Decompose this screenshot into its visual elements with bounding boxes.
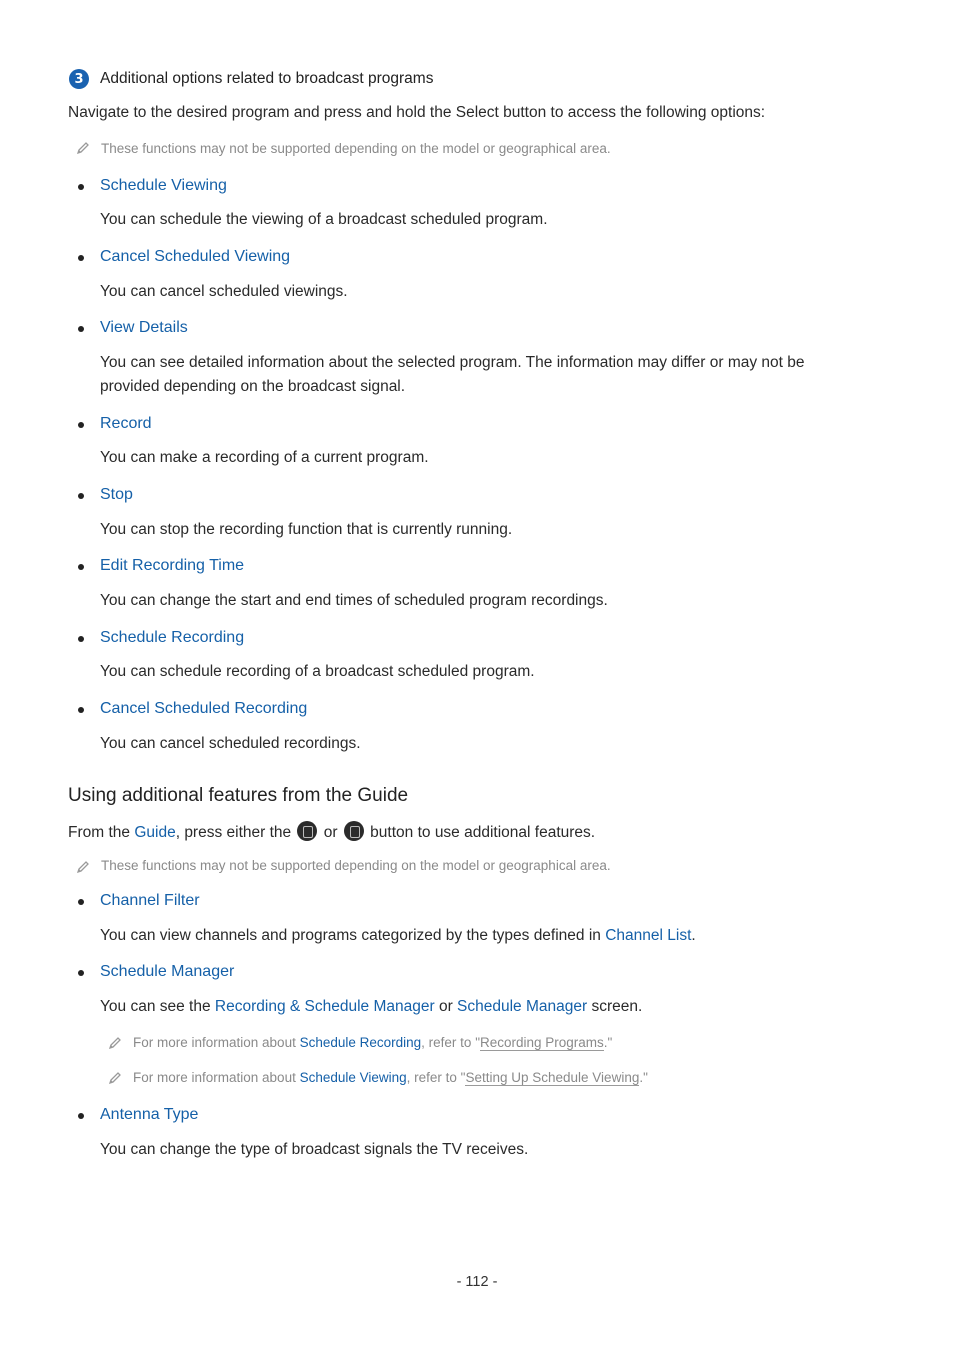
schedule-viewing-link[interactable]: Schedule Viewing [299, 1070, 407, 1085]
text: or [434, 998, 458, 1015]
recording-programs-reference-link[interactable]: Recording Programs [479, 1035, 604, 1050]
bullet [78, 1113, 84, 1119]
bullet [78, 255, 84, 261]
bullet [78, 899, 84, 905]
item-title-cancel-scheduled-recording[interactable]: Cancel Scheduled Recording [100, 700, 308, 717]
item-title-schedule-manager[interactable]: Schedule Manager [100, 963, 235, 980]
schedule-manager-link[interactable]: Schedule Manager [457, 998, 588, 1015]
text: You can view channels and programs categorized by the types defined in [100, 927, 606, 944]
remote-color-button-icon [344, 821, 364, 841]
text: , refer to " [406, 1070, 466, 1085]
text: ." [639, 1070, 648, 1085]
bullet [78, 326, 84, 332]
note-text: These functions may not be supported depending on the model or geographical area. [101, 141, 611, 156]
pencil-note-icon [76, 141, 90, 155]
schedule-recording-link[interactable]: Schedule Recording [299, 1035, 422, 1050]
item-title-schedule-recording[interactable]: Schedule Recording [100, 629, 245, 646]
bullet [78, 564, 84, 570]
guide-link[interactable]: Guide [134, 824, 176, 841]
bullet [78, 707, 84, 713]
remote-number-button-icon [297, 821, 317, 841]
step-number-badge: 3 [69, 69, 89, 89]
item-title-antenna-type[interactable]: Antenna Type [100, 1106, 199, 1123]
intro-paragraph: Navigate to the desired program and press and hold the Select button to access the following options: [68, 104, 766, 121]
item-title-record[interactable]: Record [100, 415, 152, 432]
bullet [78, 422, 84, 428]
item-title-channel-filter[interactable]: Channel Filter [100, 892, 200, 909]
text: ." [603, 1035, 613, 1050]
pencil-note-icon [108, 1036, 122, 1050]
pencil-note-icon [76, 860, 90, 874]
item-description [100, 924, 696, 948]
item-description: You can cancel scheduled recordings. [100, 735, 361, 752]
text: For more information about [133, 1070, 300, 1085]
guide-intro-paragraph [68, 821, 595, 845]
item-description: You can make a recording of a current program. [100, 449, 429, 466]
item-description: You can cancel scheduled viewings. [100, 283, 348, 300]
pencil-note-icon [108, 1071, 122, 1085]
text: button to use additional features. [365, 824, 596, 841]
item-description: You can change the start and end times of scheduled program recordings. [100, 592, 608, 609]
setting-up-schedule-viewing-reference-link[interactable]: Setting Up Schedule Viewing [465, 1070, 640, 1085]
item-description: You can change the type of broadcast signals the TV receives. [100, 1141, 529, 1158]
item-description: You can stop the recording function that is currently running. [100, 521, 513, 538]
text: screen. [587, 998, 643, 1015]
text: From the [68, 824, 135, 841]
text: or [319, 824, 342, 841]
item-description [100, 995, 642, 1019]
section-subheading: Additional options related to broadcast programs [100, 70, 434, 87]
item-title-view-details[interactable]: View Details [100, 319, 188, 336]
item-title-schedule-viewing[interactable]: Schedule Viewing [100, 177, 227, 194]
item-description: provided depending on the broadcast signal. [100, 378, 406, 395]
text: For more information about [133, 1035, 300, 1050]
channel-list-link[interactable]: Channel List [605, 927, 692, 944]
text: . [691, 927, 696, 944]
section-heading: Using additional features from the Guide [68, 785, 409, 806]
item-description: You can schedule recording of a broadcast scheduled program. [100, 663, 535, 680]
item-description: You can see detailed information about the selected program. The information may differ or may not be [100, 354, 805, 371]
item-title-stop[interactable]: Stop [100, 486, 133, 503]
page-number: - 112 - [456, 1274, 498, 1290]
text: , refer to " [421, 1035, 480, 1050]
text: You can see the [100, 998, 215, 1015]
note-text: These functions may not be supported depending on the model or geographical area. [101, 858, 611, 873]
bullet [78, 636, 84, 642]
bullet [78, 970, 84, 976]
item-title-edit-recording-time[interactable]: Edit Recording Time [100, 557, 245, 574]
sub-note [133, 1070, 648, 1085]
text: , press either the [175, 824, 296, 841]
bullet [78, 184, 84, 190]
sub-note [133, 1035, 612, 1050]
bullet [78, 493, 84, 499]
item-description: You can schedule the viewing of a broadcast scheduled program. [100, 211, 548, 228]
item-title-cancel-scheduled-viewing[interactable]: Cancel Scheduled Viewing [100, 248, 291, 265]
recording-schedule-manager-link[interactable]: Recording & Schedule Manager [214, 998, 435, 1015]
